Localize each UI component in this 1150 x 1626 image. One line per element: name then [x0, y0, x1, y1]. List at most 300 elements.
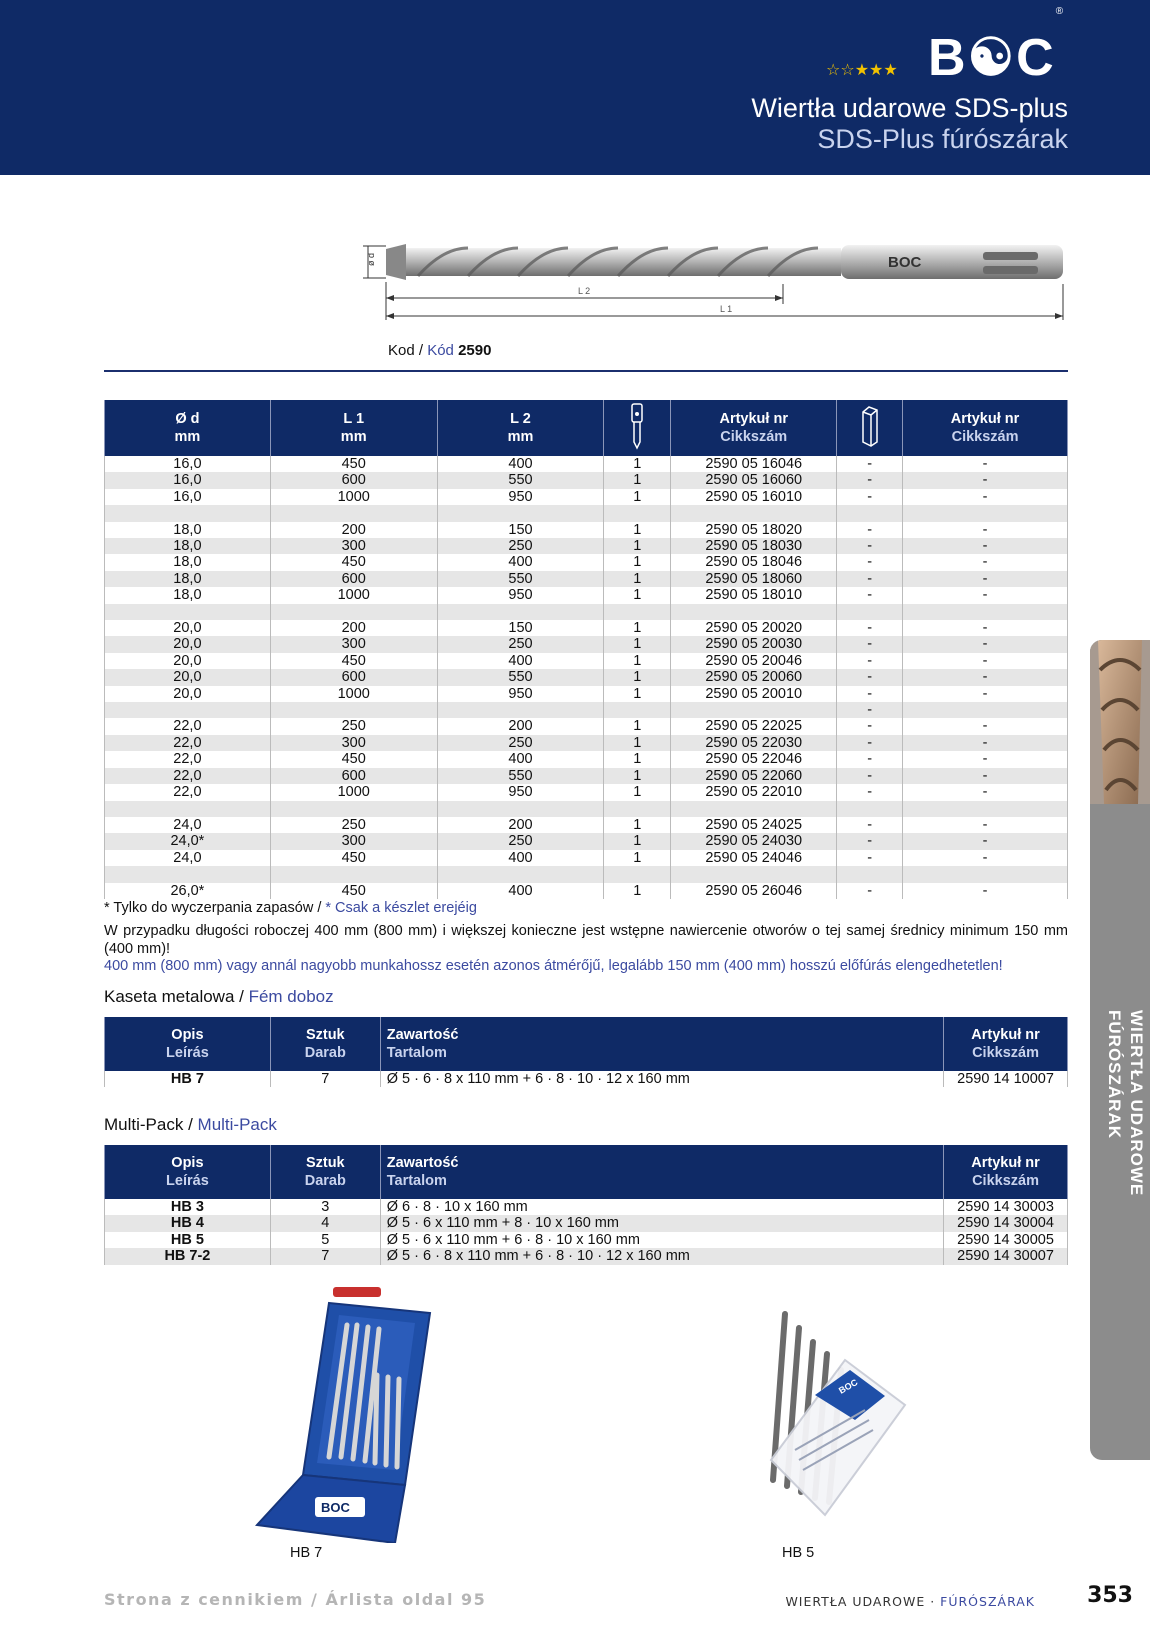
table-cell: 200 — [270, 522, 437, 538]
table-row — [105, 653, 1068, 669]
table-cell: 1 — [604, 833, 671, 849]
table-cell: 450 — [270, 850, 437, 866]
hb7-metal-case-photo — [255, 1285, 455, 1543]
table-cell: - — [837, 718, 903, 734]
table-cell: HB 7-2 — [105, 1248, 271, 1264]
table-cell: 300 — [270, 636, 437, 652]
rating-stars-icon: ☆☆★★★ — [826, 60, 898, 79]
table-cell: 2590 05 16046 — [671, 456, 837, 472]
dim-l2-label: L 2 — [578, 286, 591, 296]
table-cell — [437, 801, 604, 817]
table-cell: 2590 05 18020 — [671, 522, 837, 538]
table-cell: 20,0 — [105, 620, 271, 636]
table-row — [105, 801, 1068, 817]
table-cell: - — [837, 571, 903, 587]
table-cell: 2590 14 30007 — [944, 1248, 1068, 1264]
table-cell: Ø 5 · 6 · 8 x 110 mm + 6 · 8 · 10 · 12 x 160 mm — [380, 1248, 943, 1264]
page-number: 353 — [1087, 1583, 1133, 1608]
table-cell — [604, 604, 671, 620]
table-cell: 22,0 — [105, 751, 271, 767]
col-article: Artykuł nr Cikkszám — [944, 1145, 1068, 1199]
table-cell: 1 — [604, 686, 671, 702]
table-cell: 2590 05 18060 — [671, 571, 837, 587]
table-row — [105, 866, 1068, 882]
table-cell: 1 — [604, 472, 671, 488]
col-content: Zawartość Tartalom — [380, 1017, 943, 1071]
table-cell: 2590 05 22025 — [671, 718, 837, 734]
table-cell — [671, 505, 837, 521]
table-cell: 2590 05 18030 — [671, 538, 837, 554]
table-cell: 600 — [270, 571, 437, 587]
stock-note — [104, 900, 477, 916]
table-cell — [903, 505, 1068, 521]
table-cell: - — [837, 472, 903, 488]
table-cell — [270, 604, 437, 620]
table-row — [105, 784, 1068, 800]
table-row — [105, 1071, 1068, 1087]
table-cell: - — [903, 669, 1068, 685]
table-cell — [105, 866, 271, 882]
table-header-row — [105, 1145, 1068, 1199]
table-cell: 1 — [604, 554, 671, 570]
table-cell: - — [837, 669, 903, 685]
table-row — [105, 850, 1068, 866]
table-cell: HB 3 — [105, 1199, 271, 1215]
table-cell: 2590 05 20046 — [671, 653, 837, 669]
table-cell: - — [837, 554, 903, 570]
sds-drill-bit-diagram — [358, 222, 1078, 337]
table-cell: 1 — [604, 587, 671, 603]
table-cell: - — [903, 850, 1068, 866]
table-cell: 400 — [437, 751, 604, 767]
table-cell: - — [903, 817, 1068, 833]
table-cell: 1 — [604, 522, 671, 538]
table-cell: - — [837, 768, 903, 784]
drill-bit-icon — [626, 402, 648, 450]
page-title-hu: SDS-Plus fúrószárak — [817, 124, 1068, 154]
pack-logo: BOC — [837, 1377, 860, 1396]
table-row — [105, 669, 1068, 685]
table-cell: 950 — [437, 784, 604, 800]
table-row — [105, 833, 1068, 849]
col-drill-qty — [604, 400, 671, 456]
table-row — [105, 554, 1068, 570]
col-desc: Opis Leírás — [105, 1145, 271, 1199]
table-cell: 1000 — [270, 489, 437, 505]
table-cell: - — [837, 620, 903, 636]
table-cell: 2590 05 22010 — [671, 784, 837, 800]
table-cell: 200 — [437, 718, 604, 734]
table-cell — [105, 702, 271, 718]
table-row — [105, 1232, 1068, 1248]
table-cell: 250 — [437, 735, 604, 751]
table-row — [105, 522, 1068, 538]
table-cell: 2590 14 10007 — [944, 1071, 1068, 1087]
table-cell: 150 — [437, 620, 604, 636]
table-cell: 16,0 — [105, 472, 271, 488]
table-cell: 16,0 — [105, 456, 271, 472]
table-cell: 600 — [270, 768, 437, 784]
table-row — [105, 686, 1068, 702]
table-row — [105, 604, 1068, 620]
table-cell: - — [837, 587, 903, 603]
table-cell: - — [837, 784, 903, 800]
table-cell: 22,0 — [105, 718, 271, 734]
metal-case-table — [104, 1017, 1068, 1087]
table-cell: 400 — [437, 850, 604, 866]
table-cell: - — [837, 850, 903, 866]
code-label-pl: Kod / — [388, 342, 428, 359]
table-cell — [903, 702, 1068, 718]
sds-groove — [983, 252, 1038, 260]
table-cell: - — [903, 751, 1068, 767]
table-cell: 2590 14 30004 — [944, 1215, 1068, 1231]
table-cell: 550 — [437, 669, 604, 685]
table-cell — [270, 801, 437, 817]
table-cell: 400 — [437, 883, 604, 899]
table-row — [105, 456, 1068, 472]
table-cell: - — [837, 817, 903, 833]
table-row — [105, 817, 1068, 833]
table-cell: 600 — [270, 669, 437, 685]
table-cell: - — [837, 702, 903, 718]
table-cell: 18,0 — [105, 522, 271, 538]
table-cell: 1 — [604, 489, 671, 505]
table-cell: 1 — [604, 538, 671, 554]
footer-chapter: WIERTŁA UDAROWE · FÚRÓSZÁRAK — [785, 1594, 1035, 1609]
dim-l1-label: L 1 — [720, 304, 733, 314]
table-cell: - — [903, 587, 1068, 603]
table-cell — [437, 505, 604, 521]
table-cell: 2590 05 18046 — [671, 554, 837, 570]
table-cell: - — [837, 686, 903, 702]
table-cell: 20,0 — [105, 636, 271, 652]
side-drill-photo — [1090, 640, 1150, 804]
table-cell — [837, 801, 903, 817]
table-cell: 250 — [437, 636, 604, 652]
side-tab-label: WIERTŁA UDAROWE FÚRÓSZÁRAK — [1105, 1010, 1146, 1197]
table-cell: 20,0 — [105, 669, 271, 685]
table-cell — [671, 866, 837, 882]
table-header-row — [105, 400, 1068, 456]
table-row — [105, 538, 1068, 554]
col-article-1: Artykuł nr Cikkszám — [671, 400, 837, 456]
table-cell — [903, 604, 1068, 620]
predrill-note-pl: W przypadku długości roboczej 400 mm (800 mm) i większej konieczne jest wstępne nawiercenie otworów o tej samej średnicy minimum 150 mm (400 mm)! — [104, 923, 1068, 957]
table-cell: Ø 6 · 8 · 10 x 160 mm — [380, 1199, 943, 1215]
table-cell: HB 5 — [105, 1232, 271, 1248]
table-cell: - — [837, 456, 903, 472]
table-cell: Ø 5 · 6 x 110 mm + 8 · 10 x 160 mm — [380, 1215, 943, 1231]
table-cell — [604, 505, 671, 521]
table-cell: - — [837, 751, 903, 767]
col-box-qty — [837, 400, 903, 456]
table-cell: 250 — [270, 718, 437, 734]
table-cell: HB 4 — [105, 1215, 271, 1231]
logo-text: B☯C — [928, 29, 1056, 87]
col-content: Zawartość Tartalom — [380, 1145, 943, 1199]
table-cell: 7 — [270, 1248, 380, 1264]
table-cell: 2590 05 22030 — [671, 735, 837, 751]
table-row — [105, 751, 1068, 767]
table-cell: 1 — [604, 784, 671, 800]
table-cell — [837, 866, 903, 882]
table-cell — [837, 505, 903, 521]
table-cell: HB 7 — [105, 1071, 271, 1087]
table-cell: 18,0 — [105, 587, 271, 603]
registered-mark: ® — [1055, 6, 1066, 17]
table-cell: 2590 05 24046 — [671, 850, 837, 866]
table-cell: 300 — [270, 833, 437, 849]
hb7-caption: HB 7 — [290, 1545, 323, 1561]
table-cell — [105, 604, 271, 620]
table-cell: 1 — [604, 669, 671, 685]
table-cell: 950 — [437, 489, 604, 505]
metal-case-body — [105, 1071, 1068, 1087]
table-cell: 2590 05 22046 — [671, 751, 837, 767]
table-cell: - — [837, 883, 903, 899]
table-cell: - — [837, 735, 903, 751]
table-cell: - — [837, 538, 903, 554]
table-cell: 18,0 — [105, 571, 271, 587]
table-row — [105, 1199, 1068, 1215]
table-cell: 22,0 — [105, 768, 271, 784]
divider — [104, 370, 1068, 372]
table-cell: 18,0 — [105, 538, 271, 554]
table-cell: 2590 05 20010 — [671, 686, 837, 702]
table-header-row — [105, 1017, 1068, 1071]
table-cell: 18,0 — [105, 554, 271, 570]
sds-groove — [983, 266, 1038, 274]
table-cell: - — [903, 456, 1068, 472]
table-cell: 2590 05 20030 — [671, 636, 837, 652]
drill-table-body — [105, 456, 1068, 899]
stock-note-pl: * Tylko do wyczerpania zapasów / — [104, 900, 326, 916]
table-cell: - — [903, 735, 1068, 751]
table-cell: 2590 05 24030 — [671, 833, 837, 849]
table-cell: - — [903, 571, 1068, 587]
table-cell: 1 — [604, 718, 671, 734]
table-cell — [437, 702, 604, 718]
table-row — [105, 472, 1068, 488]
table-cell: - — [903, 636, 1068, 652]
table-cell: 1 — [604, 751, 671, 767]
table-cell: 22,0 — [105, 784, 271, 800]
table-cell: 2590 05 16010 — [671, 489, 837, 505]
table-cell: 1 — [604, 735, 671, 751]
table-cell: 2590 05 24025 — [671, 817, 837, 833]
table-row — [105, 587, 1068, 603]
table-cell: 400 — [437, 456, 604, 472]
table-cell: 550 — [437, 571, 604, 587]
drill-brand-label: BOC — [888, 254, 922, 271]
hb5-caption: HB 5 — [782, 1545, 815, 1561]
table-cell: 24,0* — [105, 833, 271, 849]
table-cell: - — [903, 718, 1068, 734]
table-cell: 250 — [270, 817, 437, 833]
multi-pack-body — [105, 1199, 1068, 1265]
table-cell: 7 — [270, 1071, 380, 1087]
table-cell: - — [837, 636, 903, 652]
table-cell: 250 — [437, 538, 604, 554]
stock-note-hu: * Csak a készlet erejéig — [325, 900, 477, 916]
table-cell: 2590 05 16060 — [671, 472, 837, 488]
table-cell: 26,0* — [105, 883, 271, 899]
table-cell — [604, 866, 671, 882]
table-row — [105, 735, 1068, 751]
boc-logo — [928, 6, 1066, 88]
table-cell — [837, 604, 903, 620]
col-l2: L 2 mm — [437, 400, 604, 456]
table-cell: 600 — [270, 472, 437, 488]
table-row — [105, 883, 1068, 899]
table-row — [105, 718, 1068, 734]
table-cell: 2590 14 30005 — [944, 1232, 1068, 1248]
table-cell: 4 — [270, 1215, 380, 1231]
table-cell: 1 — [604, 653, 671, 669]
table-cell: - — [903, 472, 1068, 488]
table-cell: 2590 05 18010 — [671, 587, 837, 603]
table-cell: - — [903, 489, 1068, 505]
table-cell: 450 — [270, 653, 437, 669]
table-cell: 16,0 — [105, 489, 271, 505]
table-row — [105, 571, 1068, 587]
product-code — [388, 342, 491, 359]
table-cell: 450 — [270, 883, 437, 899]
table-cell: 1 — [604, 620, 671, 636]
table-cell: Ø 5 · 6 · 8 x 110 mm + 6 · 8 · 10 · 12 x 160 mm — [380, 1071, 943, 1087]
table-cell: 1 — [604, 817, 671, 833]
multi-pack-table — [104, 1145, 1068, 1265]
table-cell: - — [837, 653, 903, 669]
table-cell: 1000 — [270, 686, 437, 702]
table-cell — [604, 702, 671, 718]
table-cell: 2590 05 22060 — [671, 768, 837, 784]
table-cell: 200 — [270, 620, 437, 636]
table-cell: 550 — [437, 472, 604, 488]
table-cell: 5 — [270, 1232, 380, 1248]
table-cell: 2590 05 20060 — [671, 669, 837, 685]
col-pieces: Sztuk Darab — [270, 1017, 380, 1071]
table-row — [105, 1248, 1068, 1264]
case-logo: BOC — [321, 1500, 350, 1515]
table-cell: 2590 05 26046 — [671, 883, 837, 899]
table-cell: 1 — [604, 636, 671, 652]
table-cell: 150 — [437, 522, 604, 538]
table-cell: 20,0 — [105, 686, 271, 702]
table-row — [105, 489, 1068, 505]
table-cell: 950 — [437, 587, 604, 603]
multi-pack-heading: Multi-Pack / Multi-Pack — [104, 1115, 277, 1134]
table-cell: - — [837, 833, 903, 849]
table-cell: - — [903, 653, 1068, 669]
dim-d-label: ø d — [366, 252, 376, 266]
col-diameter: Ø d mm — [105, 400, 271, 456]
table-cell — [671, 702, 837, 718]
predrill-note-hu: 400 mm (800 mm) vagy annál nagyobb munkahossz esetén azonos átmérőjű, legalább 150 mm (400 mm) hosszú előfúrás elengedhetetlen! — [104, 958, 1003, 974]
metal-case-heading: Kaseta metalowa / Fém doboz — [104, 987, 334, 1006]
table-cell: - — [837, 489, 903, 505]
table-cell — [437, 866, 604, 882]
table-cell: 1 — [604, 768, 671, 784]
table-cell: 22,0 — [105, 735, 271, 751]
col-desc: Opis Leírás — [105, 1017, 271, 1071]
table-cell: 200 — [437, 817, 604, 833]
table-row — [105, 505, 1068, 521]
table-cell: 550 — [437, 768, 604, 784]
table-cell: 250 — [437, 833, 604, 849]
table-row — [105, 1215, 1068, 1231]
table-cell: 2590 05 20020 — [671, 620, 837, 636]
col-pieces: Sztuk Darab — [270, 1145, 380, 1199]
table-cell: 450 — [270, 751, 437, 767]
table-cell: - — [903, 538, 1068, 554]
table-cell — [105, 801, 271, 817]
code-number: 2590 — [458, 342, 492, 359]
table-cell: - — [837, 522, 903, 538]
table-cell: 3 — [270, 1199, 380, 1215]
col-l1: L 1 mm — [270, 400, 437, 456]
page-header — [0, 0, 1150, 175]
col-article-2: Artykuł nr Cikkszám — [903, 400, 1068, 456]
page-title-pl: Wiertła udarowe SDS-plus — [751, 93, 1068, 123]
table-cell — [671, 801, 837, 817]
code-label-hu: Kód — [427, 342, 459, 359]
table-cell: 950 — [437, 686, 604, 702]
table-cell: 300 — [270, 538, 437, 554]
table-row — [105, 620, 1068, 636]
table-row — [105, 636, 1068, 652]
table-row — [105, 768, 1068, 784]
table-cell: 400 — [437, 554, 604, 570]
table-cell: - — [903, 883, 1068, 899]
table-cell — [604, 801, 671, 817]
table-cell: 1000 — [270, 784, 437, 800]
table-cell: 1 — [604, 883, 671, 899]
table-cell: 450 — [270, 456, 437, 472]
table-cell: 400 — [437, 653, 604, 669]
table-cell — [270, 505, 437, 521]
table-cell — [903, 866, 1068, 882]
table-cell: 1 — [604, 456, 671, 472]
table-cell — [105, 505, 271, 521]
box-icon — [859, 404, 881, 448]
table-cell: - — [903, 522, 1068, 538]
table-cell: - — [903, 554, 1068, 570]
table-cell: 20,0 — [105, 653, 271, 669]
table-cell — [270, 702, 437, 718]
table-cell — [903, 801, 1068, 817]
table-row — [105, 702, 1068, 718]
footer-pricelist-ref: Strona z cennikiem / Árlista oldal 95 — [104, 1590, 487, 1609]
table-cell: Ø 5 · 6 x 110 mm + 6 · 8 · 10 x 160 mm — [380, 1232, 943, 1248]
table-cell — [270, 866, 437, 882]
table-cell: 450 — [270, 554, 437, 570]
table-cell — [437, 604, 604, 620]
table-cell: - — [903, 833, 1068, 849]
table-cell: 1000 — [270, 587, 437, 603]
table-cell: 24,0 — [105, 850, 271, 866]
table-cell: - — [903, 620, 1068, 636]
table-cell — [671, 604, 837, 620]
table-cell: 2590 14 30003 — [944, 1199, 1068, 1215]
hb5-multipack-photo — [755, 1310, 910, 1540]
col-article: Artykuł nr Cikkszám — [944, 1017, 1068, 1071]
drill-size-table — [104, 400, 1068, 899]
table-cell: - — [903, 686, 1068, 702]
table-cell: 300 — [270, 735, 437, 751]
table-cell: - — [903, 784, 1068, 800]
